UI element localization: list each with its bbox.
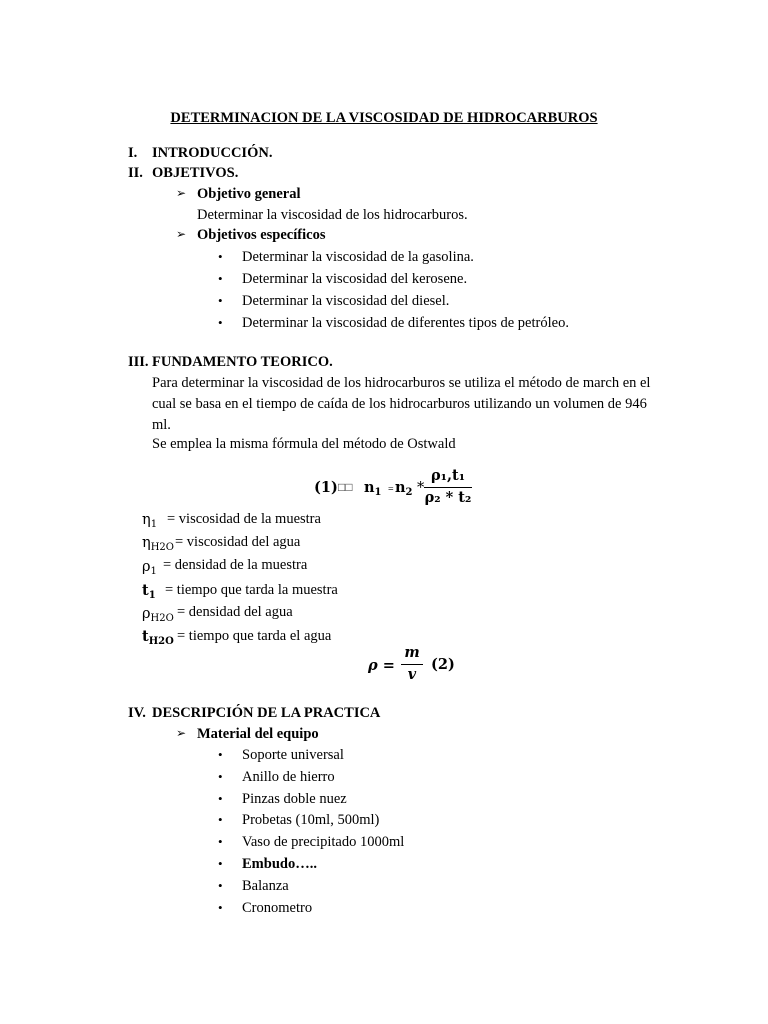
list-item: Soporte universal	[242, 747, 344, 763]
definition-symbol: $t_{H2O}$	[142, 628, 174, 647]
section-3-heading: FUNDAMENTO TEORICO.	[152, 354, 333, 370]
paragraph-line: cual se basa en el tiempo de caída de los hidrocarburos utilizando un volumen de 946	[152, 396, 647, 412]
objetivo-general-text: Determinar la viscosidad de los hidrocarburos.	[197, 207, 468, 223]
definition-text: = viscosidad de la muestra	[167, 511, 321, 527]
paragraph-line: Para determinar la viscosidad de los hidrocarburos se utiliza el método de march en el	[152, 375, 651, 391]
bullet-icon: •	[218, 791, 223, 806]
formula-1-denominator: ρ₂ * t₂	[424, 488, 472, 506]
formula-2-denominator: v	[407, 665, 417, 683]
bullet-icon: •	[218, 856, 223, 871]
document-title: DETERMINACION DE LA VISCOSIDAD DE HIDROCARBUROS	[170, 110, 598, 126]
formula-2-fraction	[401, 646, 423, 682]
formula-2-lhs: ρ =	[368, 657, 395, 674]
definition-text: = tiempo que tarda la muestra	[165, 582, 338, 598]
list-item: Determinar la viscosidad del kerosene.	[242, 271, 468, 287]
list-item: Cronometro	[242, 900, 313, 916]
section-1-number: I.	[128, 145, 138, 161]
formula-2-numerator: m	[404, 644, 420, 661]
definition-symbol: $\rho_{H2O}$	[142, 606, 174, 624]
arrow-bullet-icon: ➢	[176, 227, 187, 241]
formula-1-rhs: $n_2$	[395, 479, 413, 498]
list-item: Determinar la viscosidad de diferentes tipos de petróleo.	[242, 315, 569, 331]
bullet-icon: •	[218, 878, 223, 893]
section-4-number: IV.	[128, 705, 146, 721]
definition-symbol: $\eta_{H2O}$	[142, 535, 174, 553]
equals-sign: =	[388, 484, 394, 495]
list-item: Pinzas doble nuez	[242, 791, 347, 807]
definition-text: = densidad de la muestra	[163, 557, 308, 573]
bullet-icon: •	[218, 293, 223, 308]
arrow-bullet-icon: ➢	[176, 726, 187, 740]
definition-text: = tiempo que tarda el agua	[177, 628, 332, 644]
bullet-icon: •	[218, 271, 223, 286]
formula-1-numerator: ρ₁,t₁	[430, 467, 466, 484]
objetivo-general-heading: Objetivo general	[197, 186, 301, 202]
definition-symbol: $\rho_1$	[142, 559, 157, 577]
bullet-icon: •	[218, 769, 223, 784]
list-item: Determinar la viscosidad del diesel.	[242, 293, 450, 309]
list-item: Embudo…..	[242, 856, 317, 872]
list-item: Determinar la viscosidad de la gasolina.	[242, 249, 474, 265]
bullet-icon: •	[218, 315, 223, 330]
formula-intro: Se emplea la misma fórmula del método de Ostwald	[152, 436, 456, 452]
objetivos-especificos-heading: Objetivos específicos	[197, 227, 326, 243]
bullet-icon: •	[218, 900, 223, 915]
section-2-heading: OBJETIVOS.	[152, 165, 239, 181]
section-1-heading: INTRODUCCIÓN.	[152, 145, 273, 161]
bullet-icon: •	[218, 747, 223, 762]
formula-2-label: (2)	[431, 656, 455, 673]
formula-1-operator: *	[417, 480, 425, 496]
list-item: Anillo de hierro	[242, 769, 335, 785]
material-heading: Material del equipo	[197, 726, 319, 742]
formula-1-fraction	[424, 469, 472, 505]
bullet-icon: •	[218, 249, 223, 264]
section-4-heading: DESCRIPCIÓN DE LA PRACTICA	[152, 705, 381, 721]
section-3-number: III.	[128, 354, 149, 370]
list-item: Vaso de precipitado 1000ml	[242, 834, 405, 850]
arrow-bullet-icon: ➢	[176, 186, 187, 200]
missing-glyph-icon: □□	[338, 480, 353, 494]
formula-1-lhs: $n_1$	[364, 479, 382, 498]
formula-1-label: (1)	[314, 479, 338, 496]
definition-text: = viscosidad del agua	[175, 534, 301, 550]
definition-symbol: $t_1$	[142, 582, 156, 601]
paragraph-line: ml.	[152, 417, 171, 433]
list-item: Balanza	[242, 878, 289, 894]
bullet-icon: •	[218, 812, 223, 827]
definition-symbol: $\eta_1$	[142, 512, 158, 530]
list-item: Probetas (10ml, 500ml)	[242, 812, 380, 828]
bullet-icon: •	[218, 834, 223, 849]
definition-text: = densidad del agua	[177, 604, 293, 620]
section-2-number: II.	[128, 165, 143, 181]
